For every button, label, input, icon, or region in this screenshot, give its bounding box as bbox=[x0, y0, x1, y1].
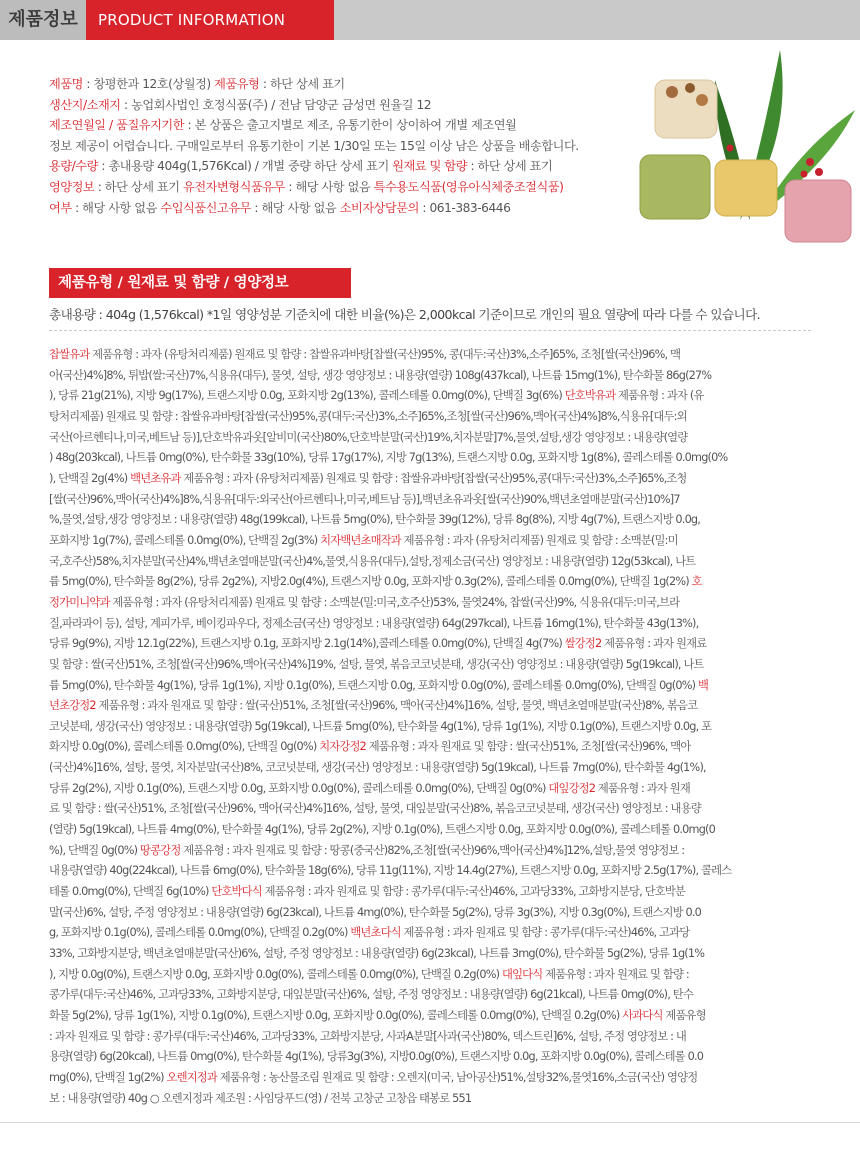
text-segment: ), 당류 21g(21%), 지방 9g(17%), 트랜스지방 0.0g, 포화지방 2g(13%), 콜레스테롤 0.0mg(0%), 단백질 3g(6%) bbox=[49, 389, 565, 403]
text-segment: 33%, 고화방지분당, 백년초열매분말(국산)6%, 설탕, 주정 영양정보 : 내용량(열량) 6g(23kcal), 나트륨 3mg(0%), 탄수화물 5g(2%), 당류 1g(1% bbox=[49, 947, 705, 961]
detail-line bbox=[49, 448, 825, 469]
text-segment: 내용량(열량) 40g(224kcal), 나트륨 6mg(0%), 탄수화물 18g(6%), 당류 11g(11%), 지방 14.4g(27%), 트랜스지방 0.0g, 포화지방 2.5g(17%), 콜레스 bbox=[49, 864, 732, 878]
text-segment: (열량) 5g(19kcal), 나트륨 4mg(0%), 탄수화물 4g(1%), 당류 2g(2%), 지방 0.1g(0%), 트랜스지방 0.0g, 포화지방 0.0g(0%), 콜레스테롤 0.0mg(0 bbox=[49, 823, 715, 837]
text-segment: 제품유형 : 과자 원재료 및 함량 : 땅콩(중국산)82%,조청[쌀(국산)96%,맥아(국산)4%]12%,설탕,물엿 영양정보 : bbox=[180, 843, 685, 857]
detail-line bbox=[49, 634, 825, 655]
product-name: 백년초다식 bbox=[350, 926, 401, 940]
product-name: 단호박유과 bbox=[564, 389, 616, 403]
detail-line bbox=[49, 407, 825, 428]
detail-line bbox=[49, 676, 825, 697]
detail-line bbox=[49, 965, 825, 986]
info-label: 수입식품신고유무 bbox=[160, 200, 251, 215]
text-segment: 당류 9g(9%), 지방 12.1g(22%), 트랜스지방 0.1g, 포화지방 2.1g(14%),콜레스테롤 0.0mg(0%), 단백질 4g(7%) bbox=[49, 637, 565, 651]
text-segment: 제품유형 : 과자 원재료 및 함량 : 콩가루(대두:국산)46%, 고과당33%, 고화방지분당, 단호박분 bbox=[261, 885, 686, 899]
section-title: 제품유형 / 원재료 및 함량 / 영양정보 bbox=[49, 268, 351, 298]
text-segment: 말(국산)6%, 설탕, 주정 영양정보 : 내용량(열량) 6g(23kcal), 나트륨 4mg(0%), 탄수화물 5g(2%), 당류 3g(3%), 지방 0.3g(0%), 트랜스지방 0.0 bbox=[49, 905, 702, 919]
detail-line bbox=[49, 1006, 825, 1027]
text-segment: 화물 5g(2%), 당류 1g(1%), 지방 0.1g(0%), 트랜스지방 0.0g, 포화지방 0.0g(0%), 콜레스테롤 0.0mg(0%), 단백질 0.2g(0%) bbox=[49, 1009, 623, 1022]
info-line bbox=[49, 74, 689, 95]
text-segment: 국산(아르헨티나,미국,베트남 등)],단호박유과옷[알비미(국산)80%,단호박분말(국산)19%,치자분말]7%,물엿,설탕,생강 영양정보 : 내용량(열량 bbox=[49, 430, 688, 444]
text-segment: 제품유형 : 과자 (유탕처리제품) 원재료 및 함량 : 소맥분(밀:미국,호주산)53%, 물엿24%, 찹쌀(국산)9%, 식용유(대두:미국,브라 bbox=[109, 595, 680, 609]
text-segment: 용량(열량) 6g(20kcal), 나트륨 0mg(0%), 탄수화물 4g(1%), 당류3g(3%), 지방0.0g(0%), 트랜스지방 0.0g, 포화지방 0.0g(0%), 콜레스테롤 0.0 bbox=[49, 1050, 704, 1064]
info-line bbox=[49, 156, 689, 177]
text-segment: : 창평한과 12호(상월정) bbox=[82, 77, 215, 91]
text-segment: 정보 제공이 어렵습니다. 구매일로부터 유통기한이 기본 1/30일 또는 15일 이상 남은 상품을 배송합니다. bbox=[49, 138, 579, 153]
detail-line bbox=[49, 531, 825, 552]
rice-cracker-yellow bbox=[715, 160, 777, 216]
text-segment: 제품유형 : 과자 원재료 및 함량 : 쌀(국산)51%, 조청[쌀(국산)96%, 맥아(국산)4%]16%, 설탕, 물엿, 백년초열매분말(국산)8%, 볶음코 bbox=[95, 699, 698, 713]
detail-line bbox=[49, 1047, 825, 1068]
detail-line bbox=[49, 737, 825, 758]
text-segment: : 해당 사항 없음 bbox=[71, 200, 161, 215]
text-segment: (국산)4%]16%, 설탕, 물엿, 치자분말(국산)8%, 코코넛분태, 생강(국산) 영양정보 : 내용량(열량) 5g(19kcal), 나트륨 7mg(0%), 탄수화물 4g(1%), bbox=[49, 761, 706, 775]
detail-line bbox=[49, 655, 825, 676]
text-segment: 제품유형 : 과자 (유탕처리제품) 원재료 및 함량 : 찹쌀유과바탕[찹쌀(국산)95%,콩(대두:국산)3%,소주]65%,조청 bbox=[180, 471, 687, 485]
text-segment: 질,파라과이 등), 설탕, 계피가루, 베이킹파우다, 정제소금(국산) 영양정보 : 내용량(열량) 64g(297kcal), 나트륨 16mg(1%), 탄수화물 43g(13%), bbox=[49, 616, 699, 630]
product-name: 치자강정2 bbox=[319, 740, 366, 754]
detail-line bbox=[49, 1089, 825, 1110]
text-segment: 및 함량 : 쌀(국산)51%, 조청[쌀(국산)96%,맥아(국산)4%]19%, 설탕, 물엿, 볶음코코넛분태, 생강(국산) 영양정보 : 내용량(열량) 5g(19kcal), 나트 bbox=[49, 657, 704, 671]
rice-cracker-pink bbox=[785, 180, 851, 242]
text-segment: : 하단 상세 표기 bbox=[467, 159, 553, 174]
product-name: 백년초유과 bbox=[130, 471, 181, 485]
info-label: 용량/수량 bbox=[49, 159, 98, 174]
product-name: 대잎강정2 bbox=[548, 781, 596, 795]
info-label: 특수용도식품(영유아식체중조절식품) bbox=[373, 179, 564, 194]
info-label: 여부 bbox=[49, 200, 72, 215]
text-segment: %,물엿,설탕,생강 영양정보 : 내용량(열량) 48g(199kcal), 나트륨 5mg(0%), 탄수화물 39g(12%), 당류 8g(8%), 지방 4g(7%), 트랜스지방 0.0g, bbox=[49, 513, 701, 527]
text-segment: 제품유형 : 과자 원재료 bbox=[601, 637, 707, 651]
detail-line bbox=[49, 510, 825, 531]
detail-line bbox=[49, 861, 825, 882]
product-name: 년초강정2 bbox=[49, 699, 96, 713]
detail-line bbox=[49, 428, 825, 449]
product-name: 호 bbox=[691, 575, 702, 589]
total-content-summary: 총내용량 : 404g (1,576kcal) *1일 영양성분 기준치에 대한 비율(%)은 2,000kcal 기준이므로 개인의 필요 열량에 따라 다를 수 있습니다. bbox=[49, 307, 761, 322]
product-name: 쌀강정2 bbox=[564, 637, 602, 651]
product-name: 단호박다식 bbox=[211, 885, 262, 899]
detail-line bbox=[49, 345, 825, 366]
text-segment: ) 48g(203kcal), 나트륨 0mg(0%), 탄수화물 33g(10%), 당류 17g(17%), 지방 7g(13%), 트랜스지방 0.0g, 포화지방 1g(8%), 콜레스테롤 0.0mg(0% bbox=[49, 451, 728, 465]
text-segment: 제품유형 : 과자 (유탕처리제품) 원재료 및 함량 : 찹쌀유과바탕[찹쌀(국산)95%, 콩(대두:국산)3%,소주]65%, 조청[쌀(국산)96%, 맥 bbox=[89, 348, 681, 361]
info-label: 제조연월일 / 품질유지기한 bbox=[49, 118, 185, 133]
product-name: 치자백년초매작과 bbox=[320, 533, 401, 547]
detail-line bbox=[49, 593, 825, 614]
text-segment: : 농업회사법인 호정식품(주) / 전남 담양군 금성면 원율길 12 bbox=[120, 97, 432, 112]
detail-line bbox=[49, 366, 825, 387]
ingredient-nutrition-detail bbox=[49, 345, 825, 1109]
detail-line bbox=[49, 490, 825, 511]
product-name: 대잎다식 bbox=[501, 967, 543, 981]
detail-line bbox=[49, 552, 825, 573]
detail-line bbox=[49, 696, 825, 717]
text-segment: : 본 상품은 출고지별로 제조, 유통기한이 상이하여 개별 제조연월 bbox=[184, 118, 517, 133]
text-segment: : 해당 사항 없음 bbox=[284, 179, 374, 194]
text-segment: 제품유형 : 농산물조림 원재료 및 함량 : 오렌지(미국, 남아공산)51%,설탕32%,물엿16%,소금(국산) 영양정 bbox=[217, 1070, 698, 1084]
product-name: 찹쌀유과 bbox=[49, 348, 90, 361]
info-line bbox=[49, 177, 689, 198]
detail-line bbox=[49, 1027, 825, 1048]
product-name: 백 bbox=[698, 678, 709, 692]
detail-line bbox=[49, 799, 825, 820]
text-segment: 제품유형 : 과자 (유 bbox=[615, 389, 704, 403]
detail-line bbox=[49, 985, 825, 1006]
product-name: 오렌지정과 bbox=[166, 1070, 217, 1084]
header-title-ko: 제품정보 bbox=[0, 0, 86, 40]
detail-line bbox=[49, 572, 825, 593]
info-label: 소비자상담문의 bbox=[339, 200, 419, 215]
text-segment: ), 지방 0.0g(0%), 트랜스지방 0.0g, 포화지방 0.0g(0%), 콜레스테롤 0.0mg(0%), 단백질 0.2g(0%) bbox=[49, 967, 502, 981]
rice-cracker-green bbox=[640, 155, 710, 219]
info-label: 생산지/소재지 bbox=[49, 97, 121, 112]
text-segment: : 총내용량 404g(1,576Kcal) / 개별 중량 하단 상세 표기 bbox=[97, 159, 393, 174]
info-line bbox=[49, 115, 689, 136]
detail-line bbox=[49, 841, 825, 862]
detail-line bbox=[49, 469, 825, 490]
text-segment: 료 및 함량 : 쌀(국산)51%, 조청[쌀(국산)96%, 맥아(국산)4%]16%, 설탕, 물엿, 대잎분말(국산)8%, 볶음코코넛분태, 생강(국산) 영양정보 : 내용량 bbox=[49, 802, 701, 816]
info-line bbox=[49, 136, 689, 157]
text-segment: 화지방 0.0g(0%), 콜레스테롤 0.0mg(0%), 단백질 0g(0%) bbox=[49, 740, 320, 754]
info-label: 원재료 및 함량 bbox=[392, 159, 468, 174]
text-segment: g, 포화지방 0.1g(0%), 콜레스테롤 0.0mg(0%), 단백질 0.2g(0%) bbox=[49, 926, 351, 940]
info-line bbox=[49, 198, 689, 219]
text-segment: 제품유형 : 과자 원재료 및 함량 : 콩가루(대두:국산)46%, 고과당 bbox=[400, 926, 690, 940]
text-segment: ), 단백질 2g(4%) bbox=[49, 471, 131, 485]
text-segment: %), 단백질 0g(0%) bbox=[49, 843, 141, 857]
text-segment: 당류 2g(2%), 지방 0.1g(0%), 트랜스지방 0.0g, 포화지방 0.0g(0%), 콜레스테롤 0.0mg(0%), 단백질 0g(0%) bbox=[49, 781, 549, 795]
header-bar bbox=[0, 0, 860, 40]
text-segment: : 해당 사항 없음 bbox=[250, 200, 340, 215]
detail-line bbox=[49, 903, 825, 924]
text-segment: 탕처리제품) 원재료 및 함량 : 찹쌀유과바탕[찹쌀(국산)95%,콩(대두:국산)3%,소주]65%,조청[쌀(국산)96%,맥아(국산)4%]8%,식용유[대두:외 bbox=[49, 409, 687, 423]
text-segment: 코넛분태, 생강(국산) 영양정보 : 내용량(열량) 5g(19kcal), 나트륨 5mg(0%), 탄수화물 4g(1%), 당류 1g(1%), 지방 0.1g(0%), 트랜스지방 0.0g, 포 bbox=[49, 719, 712, 733]
text-segment: 륨 5mg(0%), 탄수화물 4g(1%), 당류 1g(1%), 지방 0.1g(0%), 트랜스지방 0.0g, 포화지방 0.0g(0%), 콜레스테롤 0.0mg(0%), 단백질 0g(0%) bbox=[49, 678, 699, 692]
info-label: 영양정보 bbox=[49, 179, 95, 194]
product-name: 정가미니약과 bbox=[49, 595, 110, 609]
text-segment: 포화지방 1g(7%), 콜레스테롤 0.0mg(0%), 단백질 2g(3%) bbox=[49, 533, 321, 547]
text-segment: 아(국산)4%]8%, 튀밥(쌀:국산)7%,식용유(대두), 물엿, 설탕, 생강 영양정보 : 내용량(열량) 108g(437kcal), 나트륨 15mg(1%), 탄수화물 86g(27% bbox=[49, 368, 712, 382]
text-segment: 테롤 0.0mg(0%), 단백질 6g(10%) bbox=[49, 885, 212, 899]
divider bbox=[0, 1122, 860, 1123]
text-segment: : 061-383-6446 bbox=[418, 200, 511, 215]
divider bbox=[49, 330, 811, 331]
text-segment: 제품유형 : 과자 (유탕처리제품) 원재료 및 함량 : 소맥분(밀:미 bbox=[400, 533, 678, 547]
product-hanggwa-illustration bbox=[620, 40, 860, 270]
product-info-block bbox=[49, 74, 689, 218]
product-name: 사과다식 bbox=[622, 1009, 663, 1022]
text-segment: : 하단 상세 표기 bbox=[259, 77, 345, 91]
text-segment: 제품유형 : 과자 원재료 및 함량 : bbox=[542, 967, 689, 981]
detail-line bbox=[49, 717, 825, 738]
text-segment: : 하단 상세 표기 bbox=[94, 179, 184, 194]
detail-line bbox=[49, 614, 825, 635]
text-segment: 륨 5mg(0%), 탄수화물 8g(2%), 당류 2g2%), 지방2.0g(4%), 트랜스지방 0.0g, 포화지방 0.3g(2%), 콜레스테롤 0.0mg(0%), 단백질 1g(2%) bbox=[49, 575, 692, 589]
text-segment: : 과자 원재료 및 함량 : 콩가루(대두:국산)46%, 고과당33%, 고화방지분당, 사과A분말[사과(국산)80%, 덱스트린]6%, 설탕, 주정 영양정보 : 내 bbox=[49, 1029, 686, 1043]
text-segment: 제품유형 : 과자 원재 bbox=[595, 781, 690, 795]
text-segment: 국,호주산)58%,치자분말(국산)4%,백년초열매분말(국산)4%,물엿,식용유(대두),설탕,정제소금(국산) 영양정보 : 내용량(열량) 12g(53kcal), 나트 bbox=[49, 554, 696, 568]
text-segment: 콩가루(대두:국산)46%, 고과당33%, 고화방지분당, 대잎분말(국산)6%, 설탕, 주정 영양정보 : 내용량(열량) 6g(21kcal), 나트륨 0mg(0%), 탄수 bbox=[49, 988, 693, 1002]
text-segment: mg(0%), 단백질 1g(2%) bbox=[49, 1070, 167, 1084]
detail-line bbox=[49, 820, 825, 841]
info-label: 제품유형 bbox=[214, 77, 260, 91]
header-title-en: PRODUCT INFORMATION bbox=[86, 0, 334, 40]
detail-line bbox=[49, 386, 825, 407]
detail-line bbox=[49, 779, 825, 800]
info-line bbox=[49, 95, 689, 116]
text-segment: 보 : 내용량(열량) 40g ○ 오렌지정과 제조원 : 사임당푸드(영) / 전북 고창군 고창읍 태봉로 551 bbox=[49, 1091, 472, 1105]
text-segment: [쌀(국산)96%,맥아(국산)4%]8%,식용유[대두:외국산(아르헨티나,미국,베트남 등)],백년초유과옷[쌀(국산)90%,백년초열매분말(국산)10%]7 bbox=[49, 492, 680, 506]
info-label: 유전자변형식품유무 bbox=[183, 179, 285, 194]
detail-line bbox=[49, 923, 825, 944]
info-label: 제품명 bbox=[49, 77, 83, 91]
text-segment: 제품유형 : 과자 원재료 및 함량 : 쌀(국산)51%, 조청[쌀(국산)96%, 맥아 bbox=[365, 740, 691, 754]
detail-line bbox=[49, 758, 825, 779]
product-name: 땅콩강정 bbox=[140, 843, 181, 857]
detail-line bbox=[49, 944, 825, 965]
detail-line bbox=[49, 882, 825, 903]
text-segment: 제품유형 bbox=[662, 1009, 706, 1022]
detail-line bbox=[49, 1068, 825, 1089]
